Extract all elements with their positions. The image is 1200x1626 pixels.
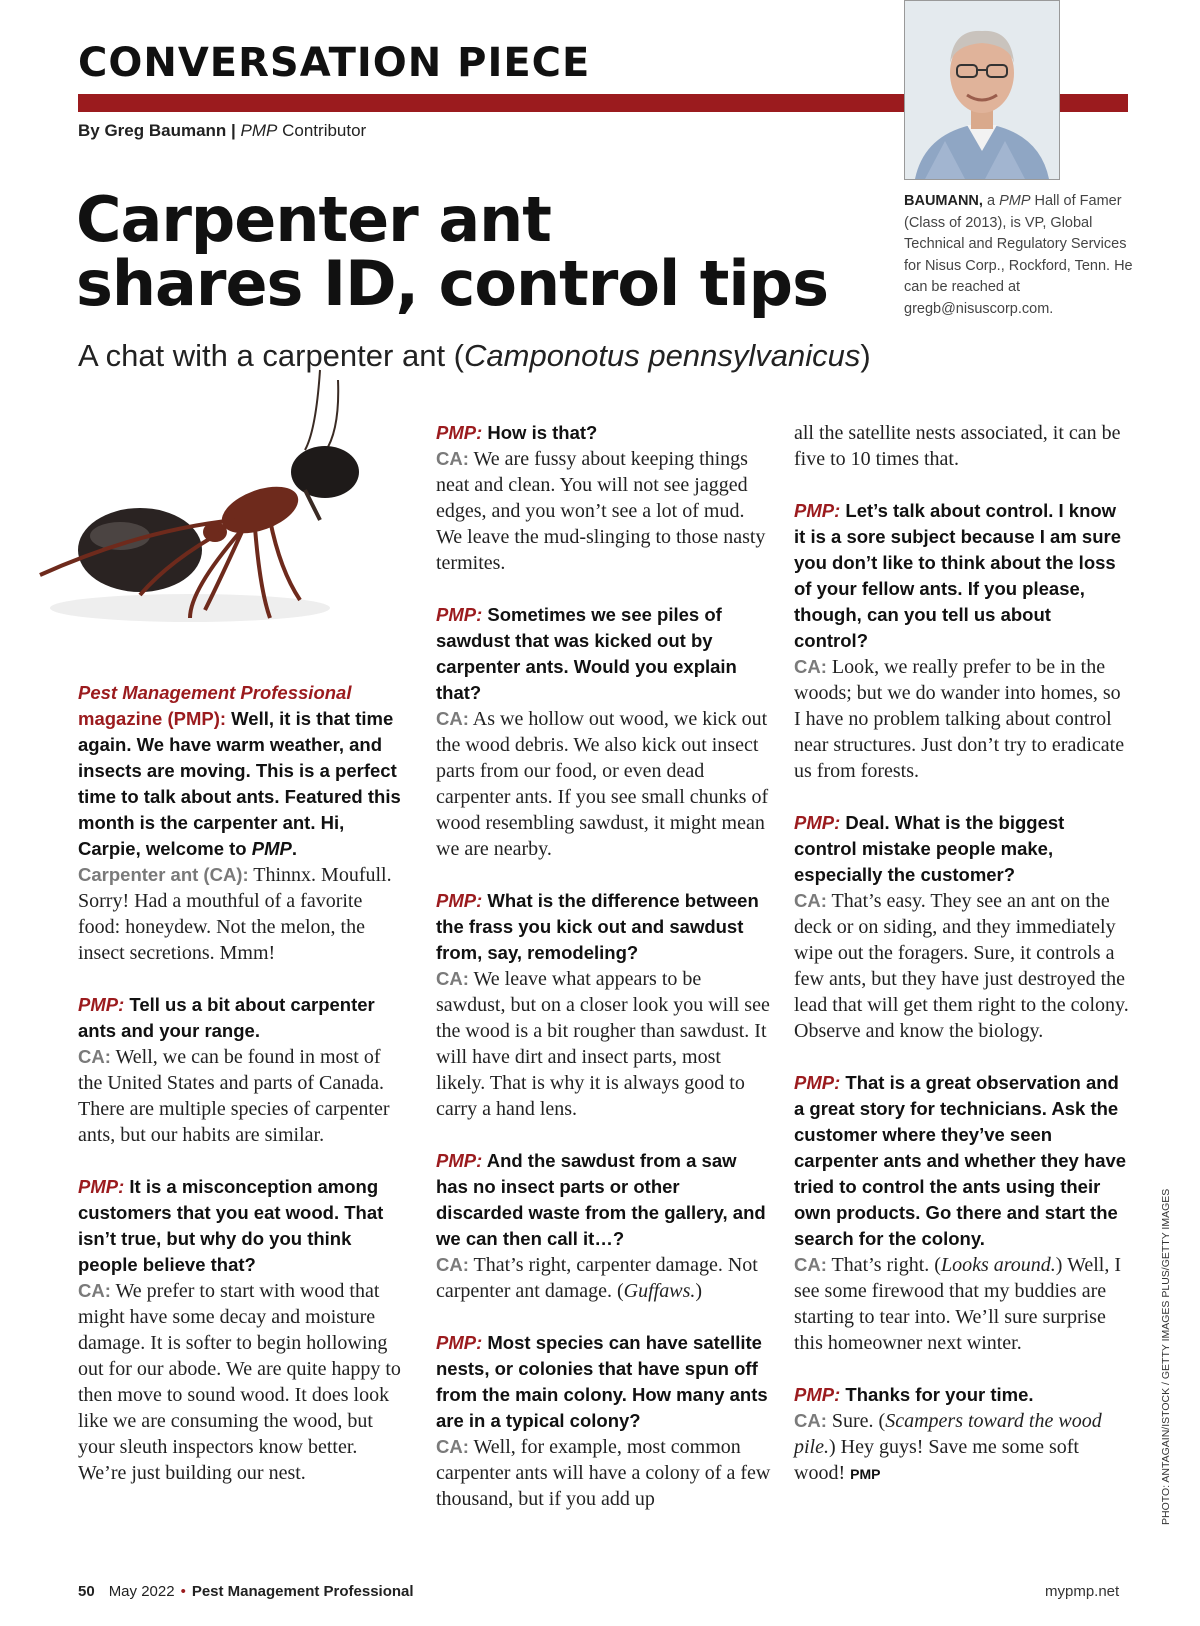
question-text: It is a misconception among customers that you eat wood. That isn’t true, but why do you think people believe that? <box>78 1176 384 1275</box>
question-text: Thanks for your time. <box>840 1384 1034 1405</box>
headline-line-1: Carpenter ant <box>76 183 551 256</box>
qa-item <box>794 810 1129 1044</box>
ca-label: CA: <box>794 890 827 911</box>
byline-separator: | <box>231 121 236 140</box>
qa-intro <box>78 680 408 966</box>
website-url[interactable]: mypmp.net <box>1045 1583 1120 1600</box>
answer-text: As we hollow out wood, we kick out the wood debris. We also kick out insect parts from our food, or even dead carpenter ants. If you see small chunks of wood resembling sawdust, it might mean we are nearby. <box>436 708 769 860</box>
question-text: Sometimes we see piles of sawdust that was kicked out by carpenter ants. Would you explain that? <box>436 604 737 703</box>
article-column-1 <box>78 680 408 1512</box>
intro-question-end: . <box>291 838 297 859</box>
byline-role: Contributor <box>282 121 367 140</box>
author-photo <box>904 0 1060 180</box>
ca-label: CA: <box>794 656 827 677</box>
photo-credit: PHOTO: ANTAGAIN/ISTOCK / GETTY IMAGES PLUS/GETTY IMAGES <box>1160 1188 1172 1525</box>
intro-ca-label: Carpenter ant (CA): <box>78 864 249 885</box>
dek-suffix: ) <box>860 338 871 373</box>
answer-text: We leave what appears to be sawdust, but on a closer look you will see the wood is a bit rougher than sawdust. It will have dirt and insect parts, most likely. That is why it is always good to carry a hand lens. <box>436 968 770 1120</box>
page-number: 50 <box>78 1583 95 1600</box>
answer-end: ) <box>695 1280 703 1302</box>
qa-item <box>436 420 771 576</box>
dek-prefix: A chat with a carpenter ant ( <box>78 338 464 373</box>
qa-item <box>78 992 408 1148</box>
pmp-label: PMP: <box>794 812 841 833</box>
byline-publication: PMP <box>240 121 278 140</box>
qa-item <box>78 1174 408 1486</box>
question-text: How is that? <box>482 422 598 443</box>
intro-publication: Pest Management Professional <box>78 682 352 703</box>
ca-label: CA: <box>794 1254 827 1275</box>
question-text: Deal. What is the biggest control mistake people make, especially the customer? <box>794 812 1065 885</box>
ca-label: CA: <box>78 1046 111 1067</box>
headline <box>76 183 836 320</box>
intro-answer: Thinnx. Moufull. Sorry! Had a mouthful of a favorite food: honeydew. Not the melon, the insect secretions. Mmm! <box>78 864 392 964</box>
answer-text: That’s right. ( <box>826 1254 941 1276</box>
ca-label: CA: <box>436 448 469 469</box>
ca-label: CA: <box>436 1254 469 1275</box>
pmp-label: PMP: <box>78 994 125 1015</box>
question-text: Tell us a bit about carpenter ants and your range. <box>78 994 375 1041</box>
bio-text-b: Hall of Famer (Class of 2013), is VP, Global Technical and Regulatory Services for Nisus Corp., Rockford, Tenn. He can be reached at gregb@nisuscorp.com. <box>904 193 1133 317</box>
bio-name: BAUMANN, <box>904 193 983 209</box>
bio-text-a: a <box>982 193 1000 209</box>
answer-text: Sure. ( <box>826 1410 886 1432</box>
dek-species: Camponotus pennsylvanicus <box>464 338 861 373</box>
qa-item <box>436 1148 771 1304</box>
answer-text: We are fussy about keeping things neat and clean. You will not see jagged edges, and you won’t see a lot of mud. We leave the mud-slinging to those nasty termites. <box>436 448 766 574</box>
end-mark: PMP <box>850 1466 881 1482</box>
ca-label: CA: <box>436 1436 469 1457</box>
answer-text: Look, we really prefer to be in the woods; but we do wander into homes, so I have no problem talking about control near structures. Just don’t try to eradicate us from forests. <box>794 656 1125 782</box>
article-column-2 <box>436 420 771 1538</box>
pmp-label: PMP: <box>78 1176 125 1197</box>
article-column-3 <box>794 420 1129 1513</box>
ca-label: CA: <box>794 1410 827 1431</box>
ca-label: CA: <box>78 1280 111 1301</box>
question-text: That is a great observation and a great story for technicians. Ask the customer where they’ve seen carpenter ants and whether they have tried to control the ants using their own products. Go there and start the search for the colony. <box>794 1072 1127 1249</box>
answer-italic: Scampers toward the wood pile. <box>794 1410 1102 1458</box>
bio-publication: PMP <box>999 193 1031 209</box>
section-title: CONVERSATION PIECE <box>78 40 591 86</box>
footer-folio <box>78 1583 414 1600</box>
qa-item <box>794 498 1129 784</box>
question-text: And the sawdust from a saw has no insect parts or other discarded waste from the gallery, and we can then call it…? <box>436 1150 766 1249</box>
issue-date: May 2022 <box>108 1583 175 1600</box>
byline-author: By Greg Baumann <box>78 121 227 140</box>
answer-end: ) Hey guys! Save me some soft wood! <box>794 1436 1079 1484</box>
answer-text: Well, for example, most common carpenter ants will have a colony of a few thousand, but if you add up <box>436 1436 771 1510</box>
qa-item <box>436 1330 771 1512</box>
continued-text: all the satellite nests associated, it can be five to 10 times that. <box>794 422 1121 470</box>
footer-bullet: • <box>180 1583 186 1600</box>
qa-item <box>794 1382 1129 1487</box>
ant-illustration <box>20 360 420 660</box>
answer-end: ) Well, I see some firewood that my buddies are starting to tear into. We’ll sure surprise this homeowner next winter. <box>794 1254 1122 1354</box>
pmp-label: PMP: <box>794 500 841 521</box>
ca-label: CA: <box>436 968 469 989</box>
byline <box>78 121 366 141</box>
pmp-label: PMP: <box>436 1332 483 1353</box>
author-bio <box>904 191 1134 320</box>
pmp-label: PMP: <box>436 604 483 625</box>
publication-name: Pest Management Professional <box>191 1583 414 1600</box>
pmp-label: PMP: <box>436 890 483 911</box>
intro-magazine: magazine (PMP): <box>78 708 227 729</box>
intro-question: Well, it is that time again. We have warm weather, and insects are moving. This is a perfect time to talk about ants. Featured this month is the carpenter ant. Hi, Carpie, welcome to <box>78 708 401 859</box>
qa-item <box>794 1070 1129 1356</box>
answer-italic: Guffaws. <box>623 1280 696 1302</box>
answer-text: That’s easy. They see an ant on the deck or on siding, and they immediately wipe out the foragers. Sure, it controls a few ants, but they have just destroyed the lead that will get them right to the colony. Observe and know the biology. <box>794 890 1129 1042</box>
ca-label: CA: <box>436 708 469 729</box>
headline-line-2: shares ID, control tips <box>76 247 828 320</box>
pmp-label: PMP: <box>436 422 483 443</box>
answer-italic: Looks around. <box>940 1254 1056 1276</box>
question-text: What is the difference between the frass you kick out and sawdust from, say, remodeling? <box>436 890 759 963</box>
qa-item <box>436 888 771 1122</box>
pmp-label: PMP: <box>794 1384 841 1405</box>
answer-text: We prefer to start with wood that might have some decay and moisture damage. It is softer to begin hollowing out for our abode. We are quite happy to then move to sound wood. It does look like we are consuming the wood, but your sleuth inspectors know better. We’re just building our nest. <box>78 1280 401 1484</box>
intro-question-pub: PMP <box>251 838 292 859</box>
pmp-label: PMP: <box>436 1150 483 1171</box>
qa-item <box>436 602 771 862</box>
answer-text: That’s right, carpenter damage. Not carpenter ant damage. ( <box>436 1254 758 1302</box>
pmp-label: PMP: <box>794 1072 841 1093</box>
question-text: Most species can have satellite nests, or colonies that have spun off from the main colony. How many ants are in a typical colony? <box>436 1332 768 1431</box>
question-text: Let’s talk about control. I know it is a sore subject because I am sure you don’t like to think about the loss of your fellow ants. If you please, though, can you tell us about control? <box>794 500 1121 651</box>
answer-text: Well, we can be found in most of the United States and parts of Canada. There are multiple species of carpenter ants, but our habits are similar. <box>78 1046 390 1146</box>
